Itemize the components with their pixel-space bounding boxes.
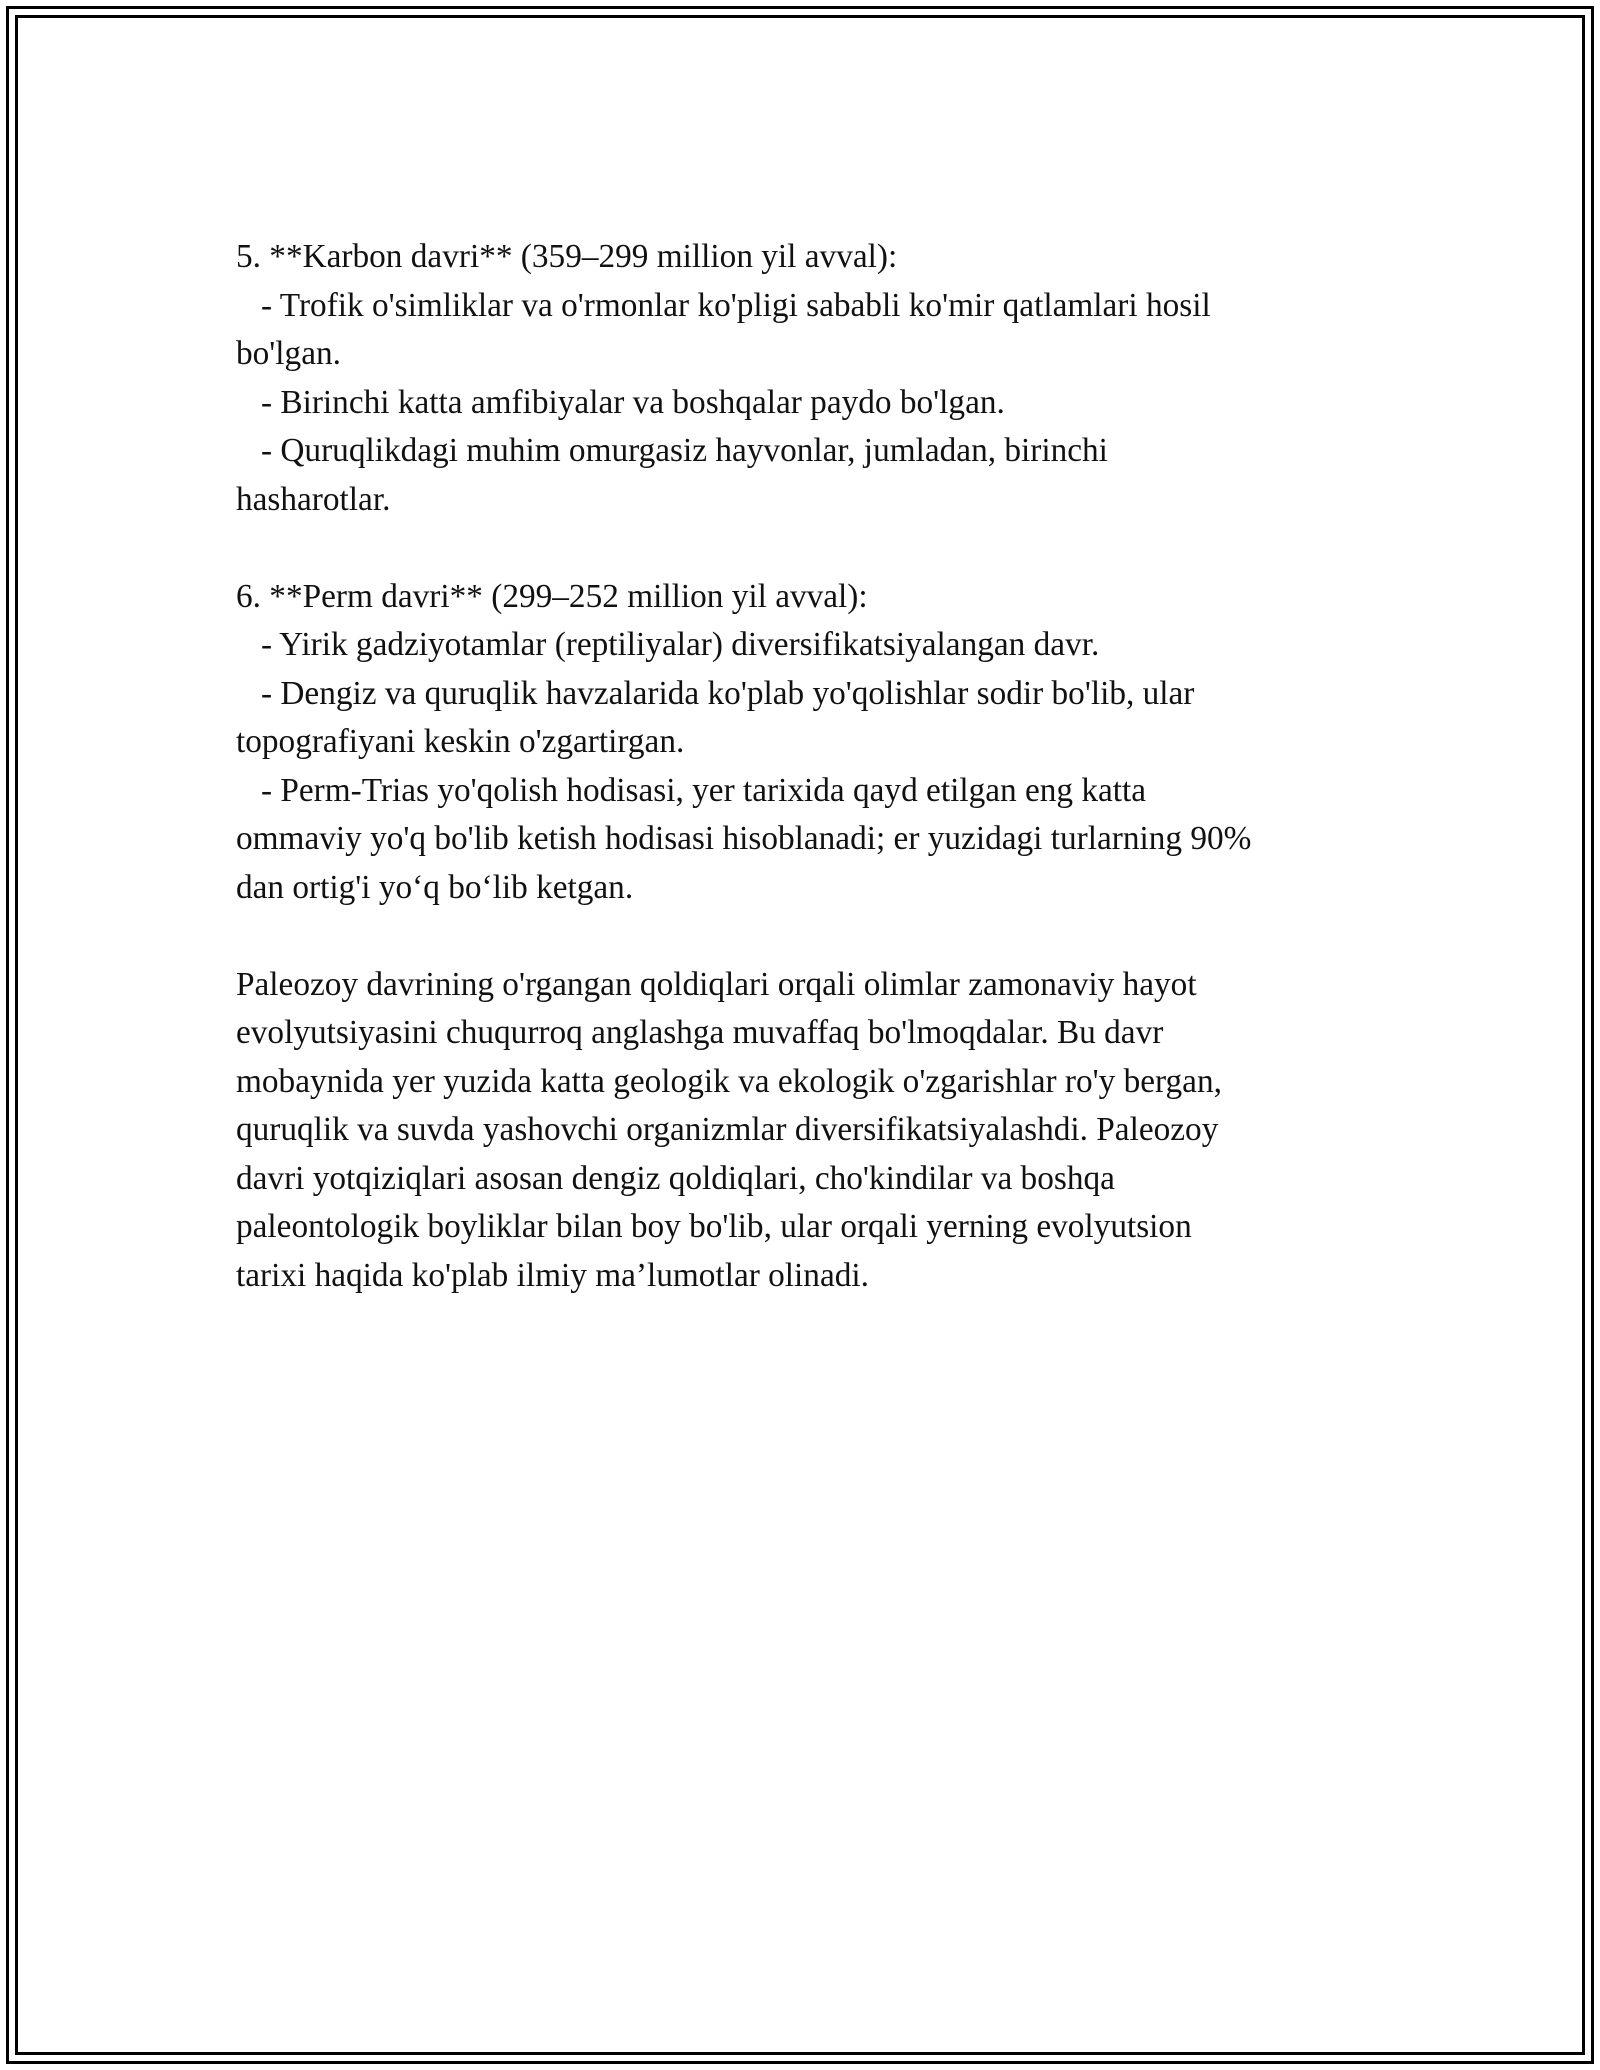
- text-line: - Yirik gadziyotamlar (reptiliyalar) diversifikatsiyalangan davr.: [236, 626, 1100, 663]
- text-line: topografiyani keskin o'zgartirgan.: [236, 723, 685, 760]
- document-body: [236, 233, 1366, 1300]
- text-line: tarixi haqida ko'plab ilmiy ma’lumotlar olinadi.: [236, 1256, 869, 1294]
- paragraph-gap: [236, 912, 1366, 961]
- text-line: quruqlik va suvda yashovchi organizmlar diversifikatsiyalashdi. Paleozoy: [236, 1111, 1219, 1148]
- text-line: evolyutsiyasini chuqurroq anglashga muvaffaq bo'lmoqdalar. Bu davr: [236, 1014, 1164, 1051]
- text-line: - Quruqlikdagi muhim omurgasiz hayvonlar, jumladan, birinchi: [236, 432, 1108, 469]
- text-line: - Trofik o'simliklar va o'rmonlar ko'pligi sababli ko'mir qatlamlari hosil: [236, 286, 1211, 324]
- text-line: mobaynida yer yuzida katta geologik va ekologik o'zgarishlar ro'y bergan,: [236, 1062, 1222, 1100]
- text-line: dan ortig'i yo‘q bo‘lib ketgan.: [236, 868, 634, 906]
- text-line: - Perm-Trias yo'qolish hodisasi, yer tarixida qayd etilgan eng katta: [236, 771, 1147, 809]
- text-line: Paleozoy davrining o'rgangan qoldiqlari orqali olimlar zamonaviy hayot: [236, 965, 1197, 1003]
- summary-paragraph: [236, 961, 1366, 1301]
- text-line: ommaviy yo'q bo'lib ketish hodisasi hisoblanadi; er yuzidagi turlarning 90%: [236, 820, 1252, 857]
- text-line: - Birinchi katta amfibiyalar va boshqalar paydo bo'lgan.: [236, 383, 1005, 421]
- text-line: bo'lgan.: [236, 335, 341, 372]
- text-line: - Dengiz va quruqlik havzalarida ko'plab yo'qolishlar sodir bo'lib, ular: [236, 674, 1195, 712]
- section-heading: 6. **Perm davri** (299–252 million yil avval):: [236, 577, 868, 615]
- paragraph-gap: [236, 524, 1366, 573]
- section-heading: 5. **Karbon davri** (359–299 million yil avval):: [236, 238, 898, 275]
- text-line: paleontologik boyliklar bilan boy bo'lib, ular orqali yerning evolyutsion: [236, 1208, 1192, 1245]
- section-karbon: [236, 233, 1366, 524]
- section-perm: [236, 573, 1366, 913]
- text-line: davri yotqiziqlari asosan dengiz qoldiqlari, cho'kindilar va boshqa: [236, 1159, 1115, 1197]
- text-line: hasharotlar.: [236, 480, 391, 518]
